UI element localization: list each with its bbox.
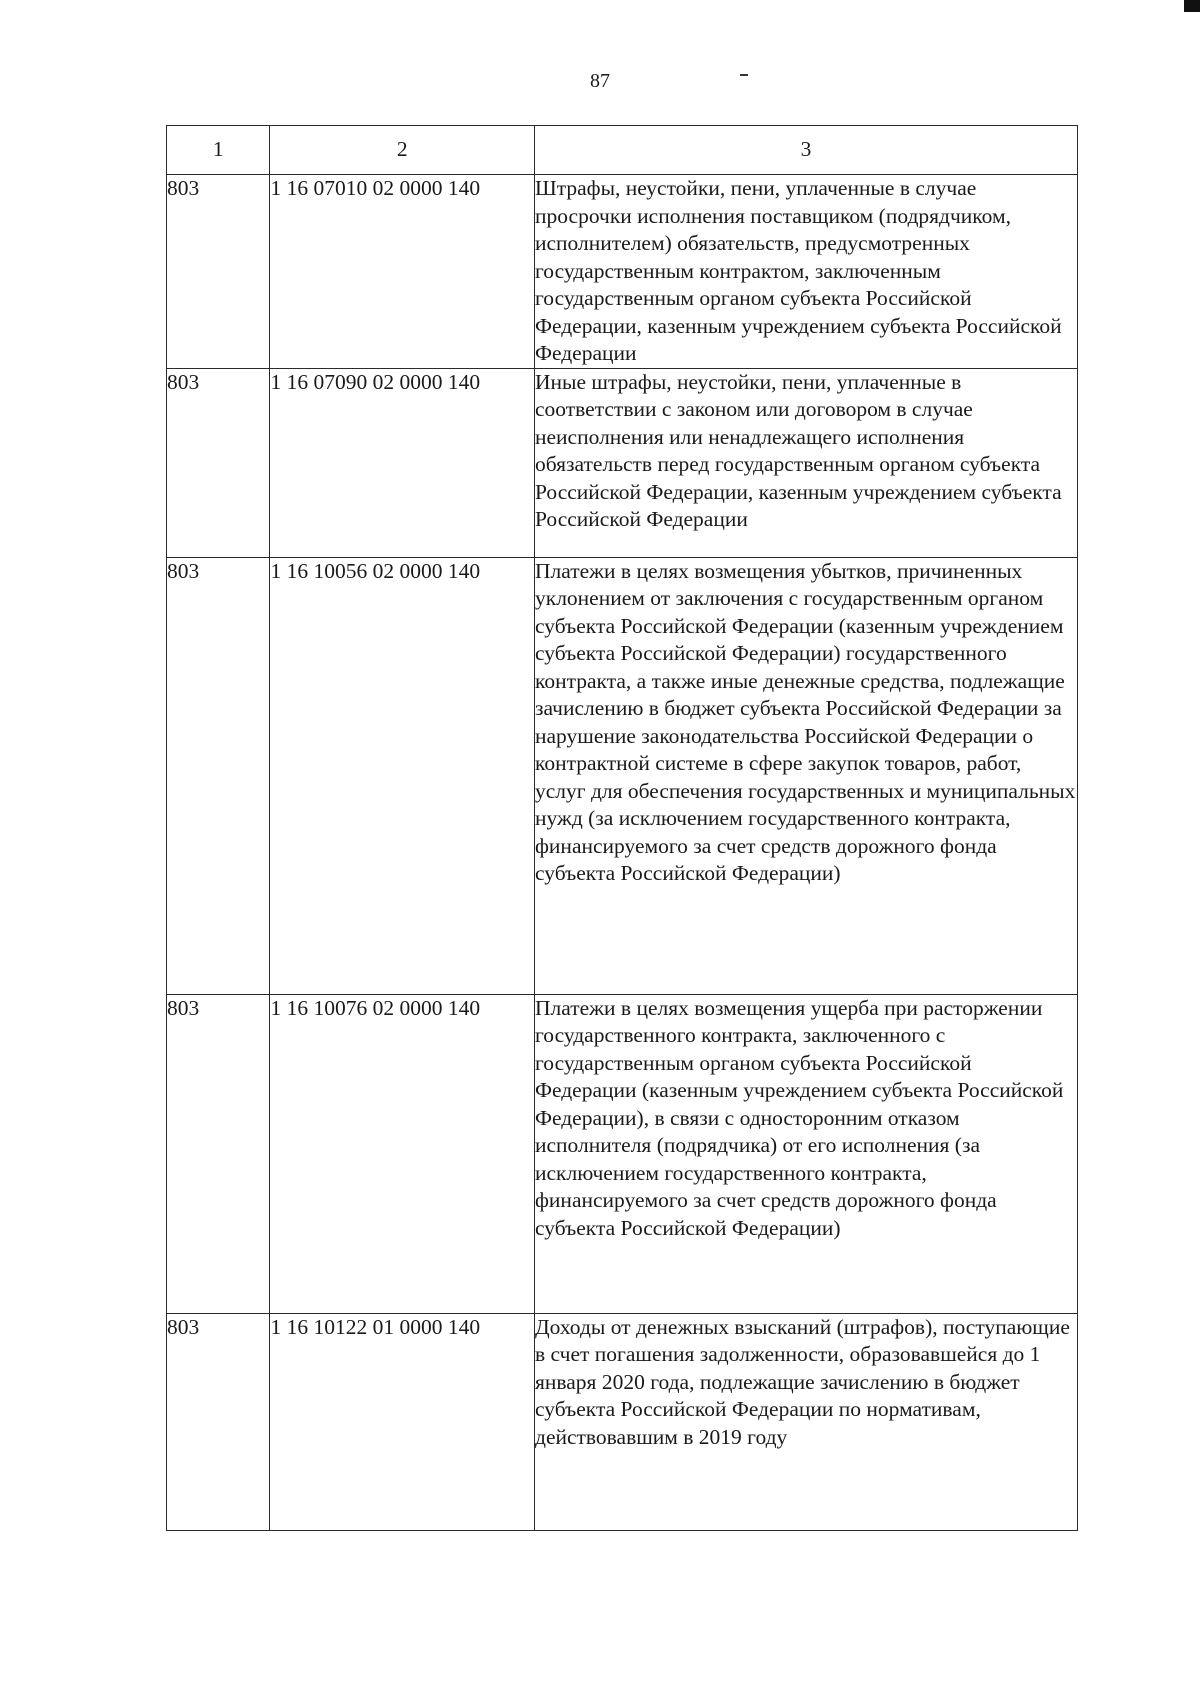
description-cell: Штрафы, неустойки, пени, уплаченные в случае просрочки исполнения поставщиком (подрядчиком, исполнителем) обязательств, предусмотренных государственным контрактом, заключенным государственным органом субъекта Российской Федерации, казенным учреждением субъекта Российской Федерации xyxy=(535,175,1078,369)
kbk-code-cell: 1 16 07090 02 0000 140 xyxy=(270,368,535,557)
column-header-1: 1 xyxy=(167,126,270,175)
column-header-2: 2 xyxy=(270,126,535,175)
table-row xyxy=(167,557,1078,994)
admin-code-cell: 803 xyxy=(167,994,270,1313)
admin-code-cell: 803 xyxy=(167,175,270,369)
description-cell: Платежи в целях возмещения ущерба при расторжении государственного контракта, заключенного с государственным органом субъекта Российской Федерации (казенным учреждением субъекта Российской Федерации), в связи с односторонним отказом исполнителя (подрядчика) от его исполнения (за исключением государственного контракта, финансируемого за счет средств дорожного фонда субъекта Российской Федерации) xyxy=(535,994,1078,1313)
description-cell: Платежи в целях возмещения убытков, причиненных уклонением от заключения с государственным органом субъекта Российской Федерации (казенным учреждением субъекта Российской Федерации) государственного контракта, а также иные денежные средства, подлежащие зачислению в бюджет субъекта Российской Федерации за нарушение законодательства Российской Федерации о контрактной системе в сфере закупок товаров, работ, услуг для обеспечения государственных и муниципальных нужд (за исключением государственного контракта, финансируемого за счет средств дорожного фонда субъекта Российской Федерации) xyxy=(535,557,1078,994)
table-header-row xyxy=(167,126,1078,175)
description-cell: Доходы от денежных взысканий (штрафов), поступающие в счет погашения задолженности, образовавшейся до 1 января 2020 года, подлежащие зачислению в бюджет субъекта Российской Федерации по нормативам, действовавшим в 2019 году xyxy=(535,1313,1078,1530)
column-header-3: 3 xyxy=(535,126,1078,175)
page-number: 87 xyxy=(590,70,610,92)
admin-code-cell: 803 xyxy=(167,1313,270,1530)
scan-corner-mark xyxy=(1184,0,1200,12)
admin-code-cell: 803 xyxy=(167,368,270,557)
table-row xyxy=(167,368,1078,557)
budget-codes-table xyxy=(166,125,1078,1531)
kbk-code-cell: 1 16 10076 02 0000 140 xyxy=(270,994,535,1313)
description-cell: Иные штрафы, неустойки, пени, уплаченные в соответствии с законом или договором в случае неисполнения или ненадлежащего исполнения обязательств перед государственным органом субъекта Российской Федерации, казенным учреждением субъекта Российской Федерации xyxy=(535,368,1078,557)
table-row xyxy=(167,175,1078,369)
kbk-code-cell: 1 16 10056 02 0000 140 xyxy=(270,557,535,994)
kbk-code-cell: 1 16 10122 01 0000 140 xyxy=(270,1313,535,1530)
table-row xyxy=(167,994,1078,1313)
kbk-code-cell: 1 16 07010 02 0000 140 xyxy=(270,175,535,369)
admin-code-cell: 803 xyxy=(167,557,270,994)
table-row xyxy=(167,1313,1078,1530)
scan-dash-mark xyxy=(740,74,748,76)
